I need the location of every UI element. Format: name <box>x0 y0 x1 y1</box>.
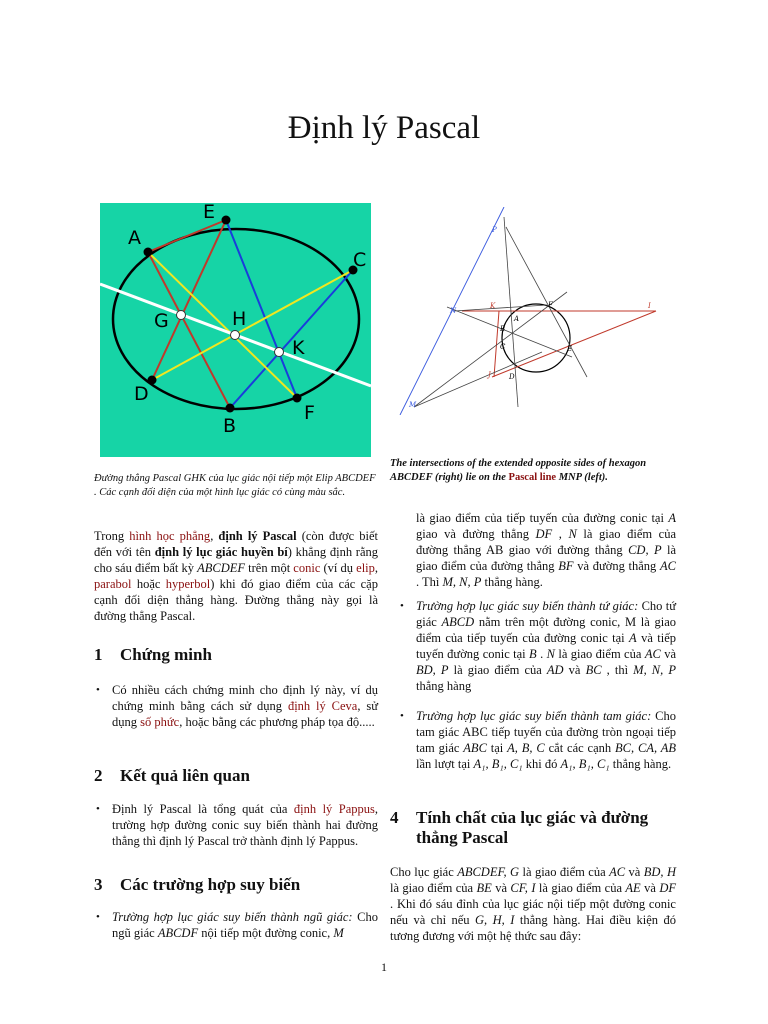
page-number: 1 <box>381 960 387 974</box>
point-h <box>231 331 240 340</box>
label-k: K <box>490 302 496 310</box>
label-g: G <box>154 310 169 332</box>
section3-list-continued <box>390 598 676 772</box>
list-item: • Trường hợp lục giác suy biến thành ngũ giác: Cho ngũ giác ABCDF nội tiếp một đường conic, M <box>94 909 378 941</box>
label-b: B <box>223 415 237 437</box>
circle-conic <box>502 304 573 372</box>
section4-paragraph: Cho lục giác ABCDEF, G là giao điểm của AC và BD, H là giao điểm của BE và CF, I là giao điểm của AE và DF . Khi đó sáu đỉnh của lục giác nội tiếp một đường conic nếu và chỉ nếu G, H, I thẳng hàng. Hai điều kiện đó tương đương với một hệ thức sau đây: <box>390 865 677 943</box>
label-d: D <box>509 373 515 381</box>
label-a: A <box>128 227 141 249</box>
section-heading-3: 3 Các trường hợp suy biến <box>94 875 301 894</box>
link-conic[interactable]: conic <box>293 561 321 575</box>
page-title: Định lý Pascal <box>287 110 481 146</box>
section-heading-4: 4 Tính chất của lục giác và đường thẳng Pascal <box>390 808 649 847</box>
section3-bullet1-continued: là giao điểm của tiếp tuyến của đường conic tại A giao và đường thẳng DF , N là giao điểm của đường thẳng AB giao với đường thẳng CD, P là giao điểm của đường thẳng BF và đường thẳng AC . Thì M, N, P thẳng hàng. <box>416 511 677 589</box>
line-grey-6 <box>454 305 547 311</box>
intro-paragraph: Trong hình học phẳng, định lý Pascal (còn được biết đến với tên định lý lục giác huyền bí) khẳng định rằng cho sáu điểm bất kỳ ABCDEF trên một conic (ví dụ elip, parabol hoặc hyperbol) khi đó giao điểm của các cặp cạnh đối diện thẳng hàng. Đường thẳng này gọi là đường thẳng Pascal. <box>94 529 379 623</box>
point-f <box>293 394 302 403</box>
label-f: F <box>304 402 315 424</box>
line-grey-5 <box>414 352 542 407</box>
point-b <box>226 404 235 413</box>
figure2-caption: The intersections of the extended opposite sides of hexagon ABCDEF (right) lie on the Pascal line MNP (left). <box>390 458 647 483</box>
section-heading-2: 2 Kết quả liên quan <box>94 766 250 785</box>
link-dinh-ly-ceva[interactable]: định lý Ceva <box>287 699 358 713</box>
label-h: H <box>232 308 247 330</box>
section-heading-1: 1 Chứng minh <box>94 645 212 664</box>
figure1-caption: Đường thẳng Pascal GHK của lục giác nội tiếp một Elip ABCDEF . Các cạnh đối diện của một hình lục giác có cùng màu sắc. <box>94 473 376 498</box>
label-f: F <box>548 301 553 309</box>
point-a <box>144 248 153 257</box>
link-hinh-hoc-phang[interactable]: hình học phẳng <box>129 529 211 543</box>
label-c: C <box>353 249 367 271</box>
section1-list <box>94 682 378 730</box>
link-so-phuc[interactable]: số phức <box>140 715 180 729</box>
label-j: J <box>488 371 491 379</box>
link-parabol[interactable]: parabol <box>94 577 132 591</box>
label-n: N <box>450 307 457 315</box>
pascal-line-link[interactable]: Pascal line <box>508 471 557 483</box>
label-a: A <box>514 315 520 323</box>
list-item: • Trường hợp lục giác suy biến thành tứ giác: Cho tứ giác ABCD nằm trên một đường conic, M là giao điểm của tiếp tuyến của đường conic tại A và tiếp tuyến đường conic tại B . N là giao điểm của AC và BD, P là giao điểm của AD và BC , thì M, N, P thẳng hàng <box>398 598 676 694</box>
section2-list <box>94 801 378 849</box>
pascal-ellipse-figure <box>100 203 371 457</box>
label-k: K <box>292 337 305 359</box>
list-item: • Định lý Pascal là tổng quát của định lý Pappus, trường hợp đường conic suy biến thành hai đường thẳng thì định lý Pascal trở thành định lý Pappus. <box>94 801 378 849</box>
point-g <box>177 311 186 320</box>
section3-list <box>94 909 378 941</box>
link-elip[interactable]: elip <box>356 561 375 575</box>
point-d <box>148 376 157 385</box>
list-item: • Trường hợp lục giác suy biến thành tam giác: Cho tam giác ABC tiếp tuyến của đường tròn ngoại tiếp tam giác ABC tại A, B, C cắt các cạnh BC, CA, AB lần lượt tại A₁, B₁, C₁ khi đó A₁, B₁, C₁ thẳng hàng. <box>398 708 676 772</box>
label-m: M <box>409 401 417 409</box>
point-k <box>275 348 284 357</box>
label-e: E <box>203 203 216 223</box>
line-grey-2 <box>506 227 587 377</box>
label-i: I <box>648 302 651 310</box>
label-d: D <box>134 383 149 405</box>
label-b: B <box>500 325 506 333</box>
link-hyperbol[interactable]: hyperbol <box>165 577 211 591</box>
label-c: C <box>500 343 506 351</box>
link-dinh-ly-pappus[interactable]: định lý Pappus <box>293 802 375 816</box>
list-item: • Có nhiều cách chứng minh cho định lý này, ví dụ chứng minh bằng cách sử dụng định lý Ceva, sử dụng số phức, hoặc bằng các phương pháp tọa độ..... <box>94 682 378 730</box>
label-p: P <box>492 226 497 234</box>
point-e <box>222 216 231 225</box>
label-e: E <box>567 345 573 353</box>
pascal-circle-figure <box>392 207 664 415</box>
